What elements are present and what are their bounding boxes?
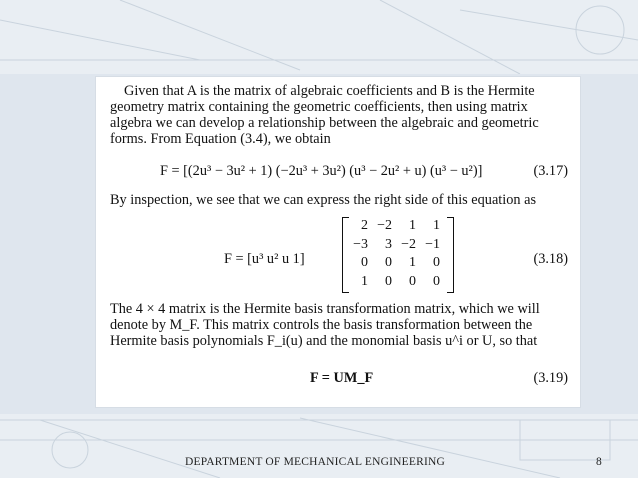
matrix-cell: 0: [385, 255, 392, 271]
matrix-cell: 1: [409, 255, 416, 271]
paragraph-basis-line-1: The 4 × 4 matrix is the Hermite basis transformation matrix, which we will: [110, 301, 540, 317]
equation-3-19-label: (3.19): [533, 370, 568, 386]
matrix-cell: 1: [409, 218, 416, 234]
paragraph-intro-line-3: algebra we can develop a relationship between the algebraic and geometric: [110, 115, 539, 131]
matrix-cell: 0: [433, 255, 440, 271]
matrix-cell: 0: [409, 273, 416, 289]
matrix-left-bracket: [342, 217, 349, 293]
matrix-cell: −1: [425, 236, 440, 252]
matrix-cell: 1: [433, 218, 440, 234]
matrix-cell: −3: [353, 236, 368, 252]
matrix-cell: 2: [361, 218, 368, 234]
page-number: 8: [596, 456, 602, 468]
paragraph-inspection: By inspection, we see that we can express the right side of this equation as: [110, 192, 537, 208]
paragraph-basis-line-2: denote by M_F. This matrix controls the basis transformation between the: [110, 317, 533, 333]
textbook-excerpt: [96, 77, 580, 407]
department-name: DEPARTMENT OF MECHANICAL ENGINEERING: [185, 456, 446, 468]
slide-footer: [0, 452, 638, 472]
paragraph-intro-line-2: geometry matrix containing the geometric coefficients, then using matrix: [110, 99, 528, 115]
matrix-cell: 0: [433, 273, 440, 289]
equation-3-19: F = UM_F: [310, 370, 374, 386]
equation-3-17-label: (3.17): [533, 163, 568, 179]
matrix-cell: 1: [361, 273, 368, 289]
hermite-matrix: [342, 217, 454, 291]
matrix-cell: 3: [385, 236, 392, 252]
matrix-cell: −2: [401, 236, 416, 252]
paragraph-basis-line-3: Hermite basis polynomials F_i(u) and the monomial basis u^i or U, so that: [110, 333, 538, 349]
equation-3-17: F = [(2u³ − 3u² + 1) (−2u³ + 3u²) (u³ − 2u² + u) (u³ − u²)]: [160, 163, 483, 179]
equation-3-18-lhs: F = [u³ u² u 1]: [224, 251, 305, 267]
matrix-cell: 0: [385, 273, 392, 289]
matrix-cell: −2: [377, 218, 392, 234]
equation-3-18-label: (3.18): [533, 251, 568, 267]
paragraph-intro-line-1: Given that A is the matrix of algebraic coefficients and B is the Hermite: [124, 83, 535, 99]
paragraph-intro-line-4: forms. From Equation (3.4), we obtain: [110, 131, 331, 147]
matrix-cell: 0: [361, 255, 368, 271]
matrix-right-bracket: [447, 217, 454, 293]
